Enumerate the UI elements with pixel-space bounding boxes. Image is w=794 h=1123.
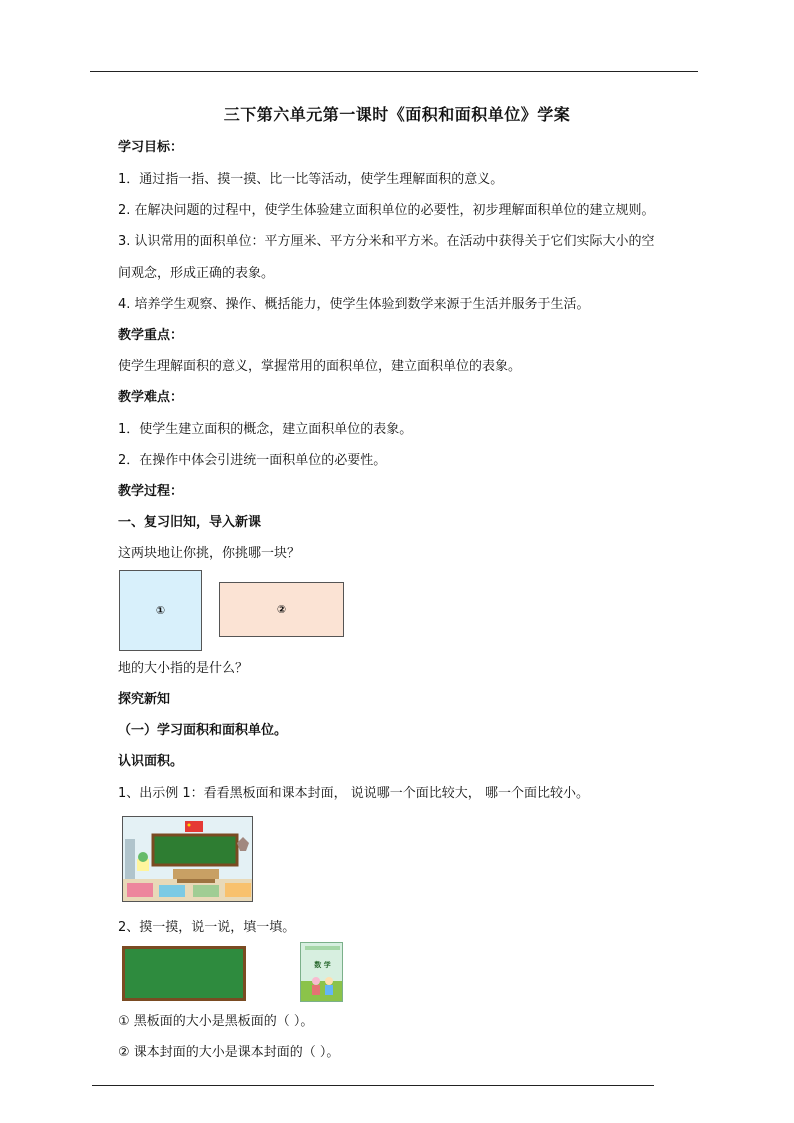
- objective-item: 间观念，形成正确的表象。: [118, 266, 275, 281]
- difficulty-item: 2．在操作中体会引进统一面积单位的必要性。: [118, 453, 387, 468]
- step-text: 1、出示例 1：看看黑板面和课本封面， 说说哪一个面比较大， 哪一个面比较小。: [118, 786, 589, 801]
- objective-item: 2. 在解决问题的过程中，使学生体验建立面积单位的必要性，初步理解面积单位的建立规则。: [118, 203, 655, 218]
- objective-item: 1．通过指一指、摸一摸、比一比等活动，使学生理解面积的意义。: [118, 172, 504, 187]
- question-text: 地的大小指的是什么？: [118, 661, 249, 676]
- key-points-text: 使学生理解面积的意义，掌握常用的面积单位，建立面积单位的表象。: [118, 359, 522, 374]
- subsection-heading: （一）学习面积和面积单位。: [118, 723, 288, 738]
- subsection-heading: 认识面积。: [118, 754, 184, 769]
- difficulty-item: 1．使学生建立面积的概念，建立面积单位的表象。: [118, 422, 413, 437]
- classroom-drawing: [123, 817, 253, 902]
- land-label-1: ①: [155, 604, 166, 617]
- land-square-1: [119, 570, 202, 651]
- question-text: 这两块地让你挑，你挑哪一块？: [118, 546, 301, 561]
- footer-rule: [92, 1085, 654, 1086]
- land-label-2: ②: [276, 603, 287, 616]
- objectives-heading: 学习目标：: [118, 140, 184, 155]
- plant-icon: [138, 852, 148, 862]
- fill-blank-item: ① 黑板面的大小是黑板面的（ ）。: [118, 1014, 314, 1029]
- section-heading: 一、复习旧知，导入新课: [118, 515, 262, 530]
- step-text: 2、摸一摸，说一说，填一填。: [118, 920, 296, 935]
- flag-icon: [185, 821, 203, 832]
- explore-heading: 探究新知: [118, 692, 171, 707]
- page-title: 三下第六单元第一课时《面积和面积单位》学案: [223, 105, 571, 124]
- objective-item: 3. 认识常用的面积单位：平方厘米、平方分米和平方米。在活动中获得关于它们实际大小的空: [118, 234, 655, 249]
- difficulties-heading: 教学难点：: [118, 390, 184, 405]
- process-heading: 教学过程：: [118, 484, 184, 499]
- fill-blank-item: ② 课本封面的大小是课本封面的（ ）。: [118, 1045, 340, 1060]
- land-rectangle-2: [219, 582, 344, 637]
- header-rule: [90, 71, 698, 72]
- blackboard-illustration: [122, 946, 246, 1001]
- textbook-drawing: [301, 943, 343, 1002]
- textbook-cover-illustration: [300, 942, 343, 1002]
- classroom-illustration: [122, 816, 253, 902]
- textbook-title: 数 学: [314, 961, 331, 969]
- objective-item: 4. 培养学生观察、操作、概括能力，使学生体验到数学来源于生活并服务于生活。: [118, 297, 590, 312]
- key-points-heading: 教学重点：: [118, 328, 184, 343]
